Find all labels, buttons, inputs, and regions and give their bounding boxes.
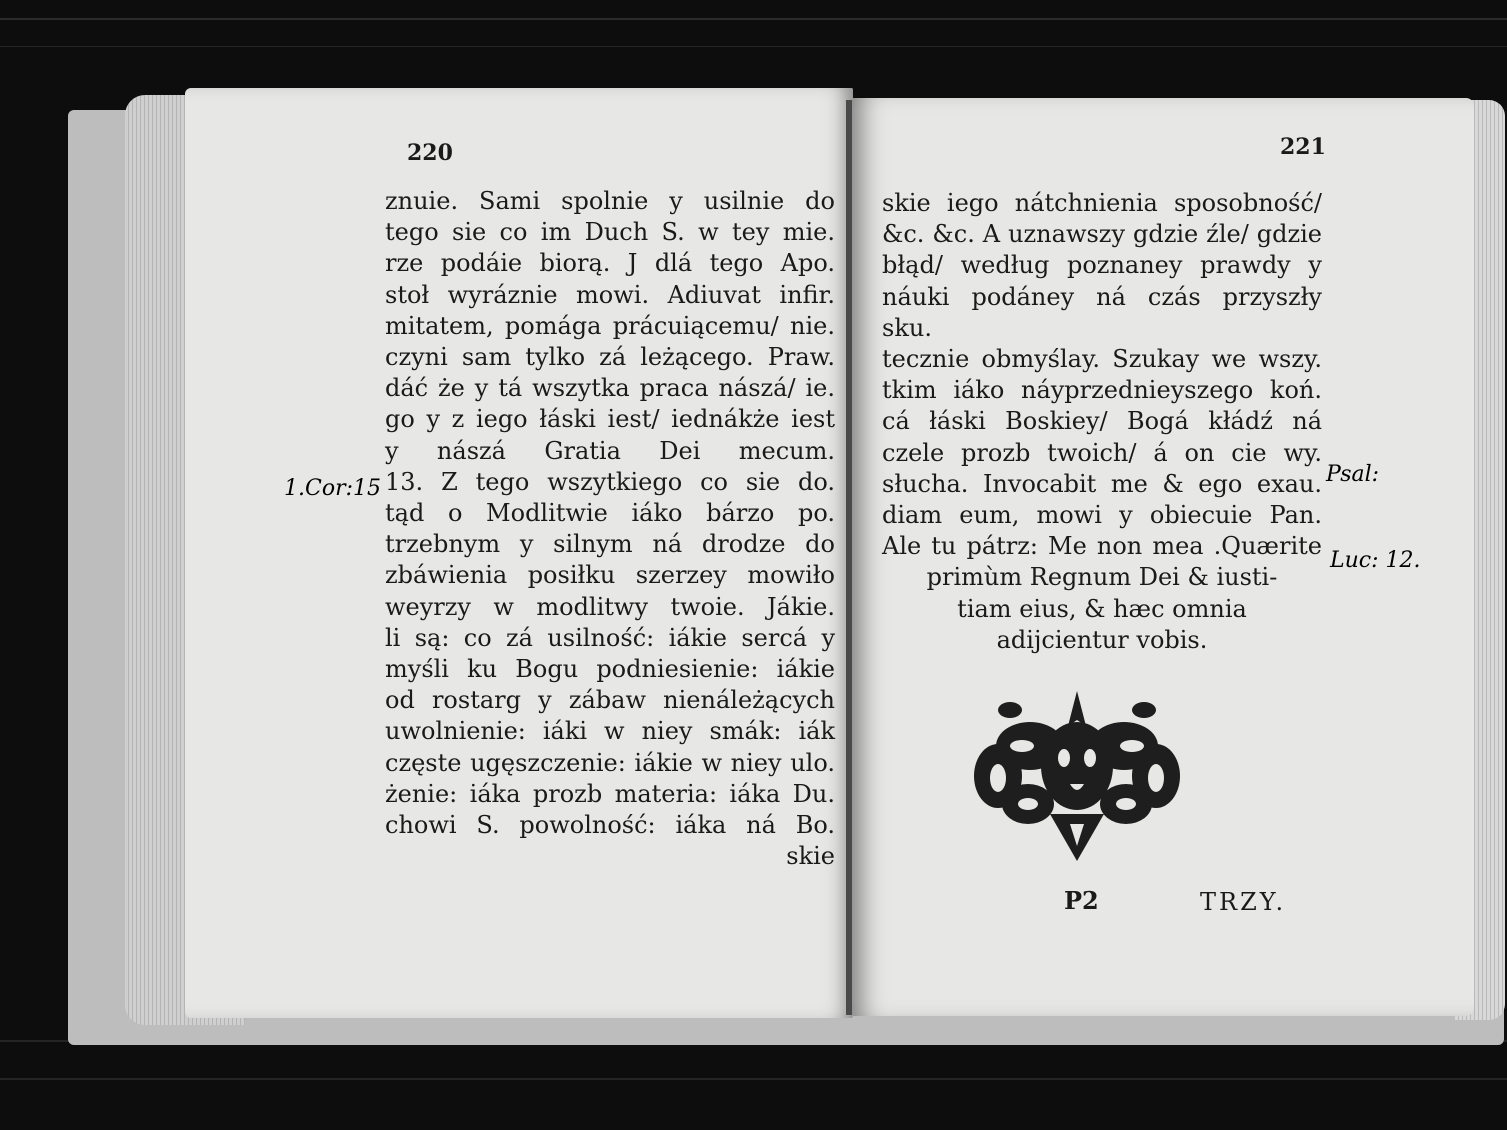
text-line: mitatem, pomága prácuiącemu/ nie. xyxy=(385,311,835,340)
left-page xyxy=(185,88,853,1018)
text-line: słucha. Invocabit me & ego exau. xyxy=(882,469,1322,498)
text-line: cá łáski Boskiey/ Bogá kłádź ná xyxy=(882,407,1322,436)
text-line: rze podáie biorą. J dlá tego Apo. xyxy=(385,249,835,278)
text-line: adijcientur vobis. xyxy=(996,625,1208,654)
text-line: y nászá Gratia Dei mecum. xyxy=(385,436,835,465)
text-line: primùm Regnum Dei & iusti- xyxy=(926,563,1278,592)
text-line: trzebnym y silnym ná drodze do xyxy=(385,530,835,559)
text-line: li są: co zá usilność: iákie sercá y xyxy=(385,623,835,652)
text-line: myśli ku Bogu podniesienie: iákie xyxy=(385,655,835,684)
text-line: 13. Z tego wszytkiego co sie do. xyxy=(385,467,835,496)
text-line: od rostarg y zábaw nienáleżących xyxy=(385,686,835,715)
page-number: 220 xyxy=(407,140,453,166)
page-number: 221 xyxy=(1280,134,1326,160)
text-line: tkim iáko náyprzednieyszego koń. xyxy=(882,376,1322,405)
text-line: náuki podáney ná czás przyszły sku. xyxy=(882,282,1322,342)
text-line: skie iego nátchnienia sposobność/ xyxy=(882,189,1322,217)
margin-note-cor: 1.Cor:15 xyxy=(284,476,381,501)
text-line: częste ugęszczenie: iákie w niey ulo. xyxy=(385,748,835,777)
right-page-text xyxy=(882,188,1322,656)
text-line: chowi S. powolność: iáka ná Bo. xyxy=(385,811,835,840)
margin-note-psal: Psal: xyxy=(1326,462,1380,487)
left-page-text xyxy=(385,186,835,872)
text-line: tego sie co im Duch S. w tey mie. xyxy=(385,218,835,247)
text-line: weyrzy w modlitwy twoie. Jákie. xyxy=(385,592,835,621)
signature-mark: P2 xyxy=(1064,886,1099,915)
text-line: czyni sam tylko zá leżącego. Praw. xyxy=(385,343,835,372)
margin-note-luc: Luc: 12. xyxy=(1330,548,1421,573)
text-line: tąd o Modlitwie iáko bárzo po. xyxy=(385,499,835,528)
text-line: &c. &c. A uznawszy gdzie źle/ gdzie xyxy=(882,220,1322,249)
text-line: Ale tu pátrz: Me non mea .Quærite xyxy=(882,532,1322,561)
text-line: uwolnienie: iáki w niey smák: iák xyxy=(385,717,835,746)
catchword: TRZY. xyxy=(1200,888,1287,916)
text-line: czele prozb twoich/ á on cie wy. xyxy=(882,438,1322,467)
text-line: tecznie obmyślay. Szukay we wszy. xyxy=(882,345,1322,374)
text-line: zbáwienia posiłku szerzey mowiło xyxy=(385,561,835,590)
text-line: znuie. Sami spolnie y usilnie do xyxy=(385,187,835,215)
ornament-icon xyxy=(970,686,1185,866)
text-line: błąd/ według poznaney prawdy y xyxy=(882,251,1322,280)
text-line: diam eum, mowi y obiecuie Pan. xyxy=(882,501,1322,530)
text-line: tiam eius, & hæc omnia xyxy=(957,594,1247,623)
text-line: skie xyxy=(786,842,835,871)
text-line: żenie: iáka prozb materia: iáka Du. xyxy=(385,779,835,808)
text-line: go y z iego łáski iest/ iednákże iest xyxy=(385,405,835,434)
text-line: dáć że y tá wszytka praca nászá/ ie. xyxy=(385,374,835,403)
text-line: stoł wyráznie mowi. Adiuvat infir. xyxy=(385,280,835,309)
